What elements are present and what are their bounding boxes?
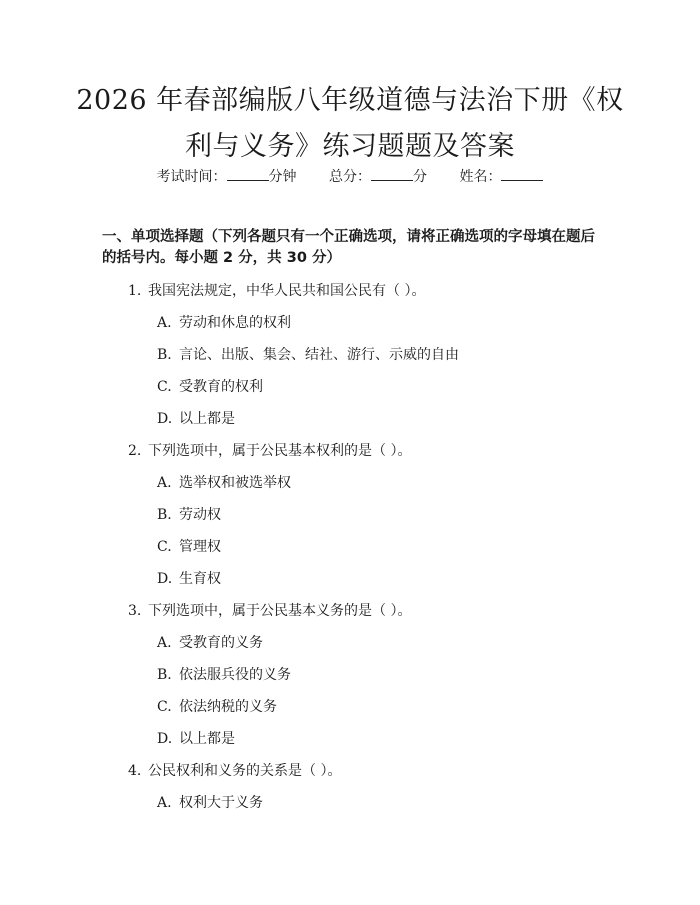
- option-letter: C.: [157, 699, 172, 715]
- name-label: 姓名：: [459, 169, 502, 185]
- option-text: 依法纳税的义务: [179, 699, 277, 715]
- question-number: 2.: [128, 443, 142, 459]
- exam-time-label: 考试时间：: [156, 169, 227, 185]
- question-number: 4.: [128, 763, 142, 779]
- total-score-blank[interactable]: [371, 166, 413, 181]
- name-field: [459, 166, 543, 187]
- option-letter: A.: [157, 795, 172, 811]
- name-blank[interactable]: [501, 166, 543, 181]
- section-1-heading: 一、单项选择题（下列各题只有一个正确选项，请将正确选项的字母填在题后的括号内。每小题 2 分，共 30 分）: [102, 229, 595, 266]
- option-letter: A.: [157, 315, 172, 331]
- question-text: 下列选项中，属于公民基本义务的是（ ）。: [148, 603, 412, 619]
- option-text: 依法服兵役的义务: [179, 667, 291, 683]
- exam-time-blank[interactable]: [227, 166, 269, 181]
- question-text: 下列选项中，属于公民基本权利的是（ ）。: [148, 443, 412, 459]
- question-2-option-a[interactable]: [157, 473, 291, 493]
- option-letter: D.: [157, 731, 173, 747]
- option-letter: C.: [157, 539, 172, 555]
- total-score-field: [329, 166, 427, 187]
- question-text: 我国宪法规定，中华人民共和国公民有（ ）。: [148, 283, 426, 299]
- title-line-2: 利与义务》练习题题及答案: [185, 131, 515, 162]
- option-letter: B.: [157, 347, 172, 363]
- option-text: 以上都是: [179, 411, 235, 427]
- total-score-label: 总分：: [329, 169, 371, 185]
- question-2-option-b[interactable]: [157, 505, 221, 525]
- question-3-option-b[interactable]: [157, 665, 291, 685]
- option-text: 言论、出版、集会、结社、游行、示威的自由: [179, 347, 459, 363]
- question-3-option-a[interactable]: [157, 633, 263, 653]
- option-text: 管理权: [179, 539, 221, 555]
- total-score-unit: 分: [413, 169, 427, 185]
- option-letter: A.: [157, 635, 172, 651]
- option-letter: C.: [157, 379, 172, 395]
- option-letter: B.: [157, 507, 172, 523]
- exam-time-field: [157, 166, 297, 187]
- option-text: 受教育的权利: [179, 379, 263, 395]
- question-3-option-d[interactable]: [157, 729, 235, 749]
- question-4-option-a[interactable]: [157, 793, 263, 813]
- option-text: 劳动权: [179, 507, 221, 523]
- question-3: [128, 601, 411, 621]
- question-1-option-a[interactable]: [157, 313, 291, 333]
- question-2: [128, 441, 411, 461]
- question-1-option-d[interactable]: [157, 409, 235, 429]
- question-1: [128, 281, 425, 301]
- question-2-option-d[interactable]: [157, 569, 221, 589]
- exam-info: [0, 166, 700, 187]
- question-2-option-c[interactable]: [157, 537, 221, 557]
- question-number: 3.: [128, 603, 142, 619]
- option-letter: D.: [157, 411, 173, 427]
- title-line-1: 2026 年春部编版八年级道德与法治下册《权: [76, 85, 624, 116]
- question-text: 公民权利和义务的关系是（ ）。: [148, 763, 342, 779]
- option-letter: A.: [157, 475, 172, 491]
- option-text: 劳动和休息的权利: [179, 315, 291, 331]
- option-text: 受教育的义务: [179, 635, 263, 651]
- question-number: 1.: [128, 283, 142, 299]
- option-text: 生育权: [179, 571, 221, 587]
- question-4: [128, 761, 341, 781]
- option-letter: B.: [157, 667, 172, 683]
- question-1-option-b[interactable]: [157, 345, 459, 365]
- option-text: 以上都是: [179, 731, 235, 747]
- option-letter: D.: [157, 571, 173, 587]
- question-3-option-c[interactable]: [157, 697, 277, 717]
- question-1-option-c[interactable]: [157, 377, 263, 397]
- exam-time-unit: 分钟: [268, 169, 297, 185]
- option-text: 选举权和被选举权: [179, 475, 291, 491]
- document-title: [70, 78, 630, 170]
- option-text: 权利大于义务: [179, 795, 263, 811]
